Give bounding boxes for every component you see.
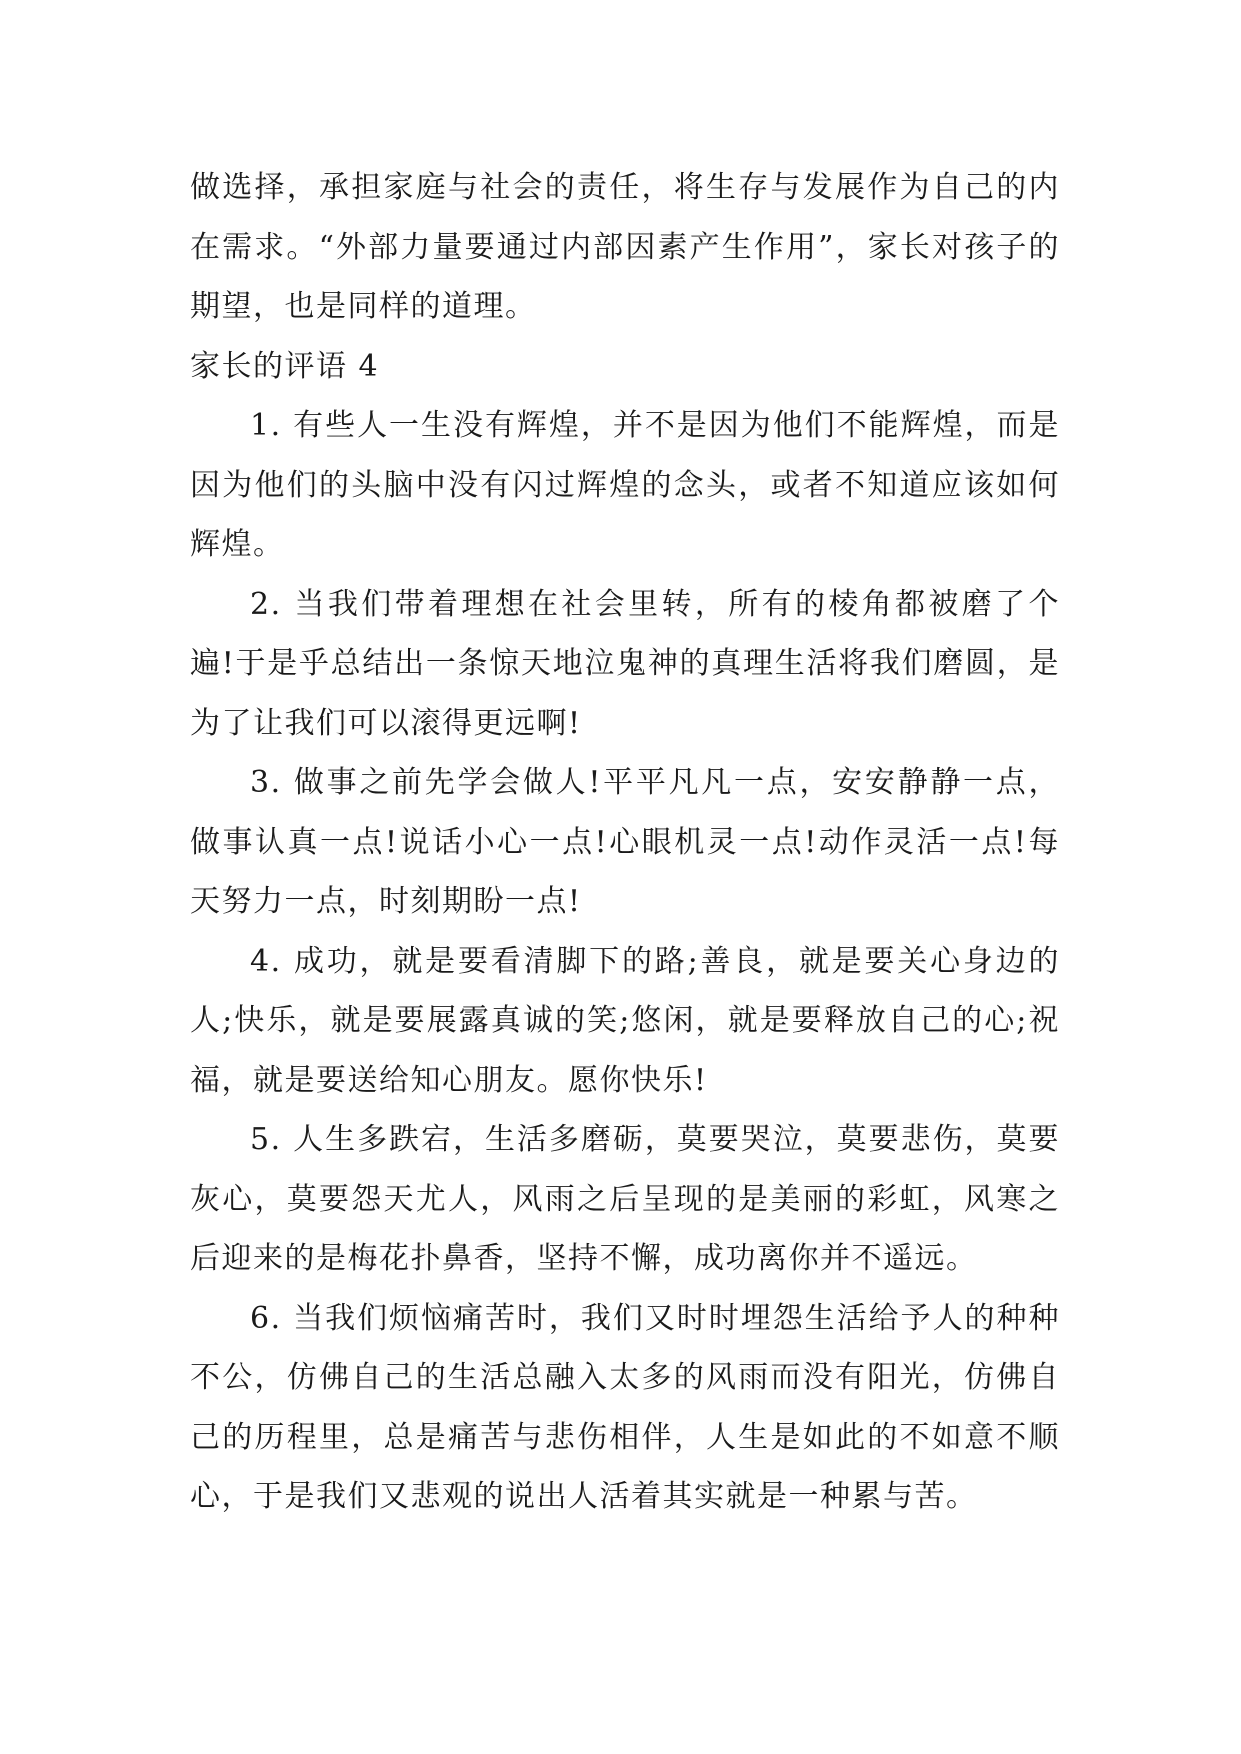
list-item: 4. 成功，就是要看清脚下的路;善良，就是要关心身边的人;快乐，就是要展露真诚的笑;悠闲，就是要释放自己的心;祝福，就是要送给知心朋友。愿你快乐! <box>190 943 1060 1098</box>
document-body <box>190 158 1060 1527</box>
section-title: 家长的评语 4 <box>190 348 380 384</box>
list-item: 6. 当我们烦恼痛苦时，我们又时时埋怨生活给予人的种种不公，仿佛自己的生活总融入太多的风雨而没有阳光，仿佛自己的历程里，总是痛苦与悲伤相伴，人生是如此的不如意不顺心，于是我们又悲观的说出人活着其实就是一种累与苦。 <box>190 1300 1060 1514</box>
intro-paragraph: 做选择，承担家庭与社会的责任，将生存与发展作为自己的内在需求。“外部力量要通过内部因素产生作用”，家长对孩子的期望，也是同样的道理。 <box>190 170 1060 324</box>
list-item: 5. 人生多跌宕，生活多磨砺，莫要哭泣，莫要悲伤，莫要灰心，莫要怨天尤人，风雨之后呈现的是美丽的彩虹，风寒之后迎来的是梅花扑鼻香，坚持不懈，成功离你并不遥远。 <box>190 1122 1060 1276</box>
list-item: 2. 当我们带着理想在社会里转，所有的棱角都被磨了个遍!于是乎总结出一条惊天地泣鬼神的真理生活将我们磨圆，是为了让我们可以滚得更远啊! <box>190 586 1060 741</box>
list-item: 1. 有些人一生没有辉煌，并不是因为他们不能辉煌，而是因为他们的头脑中没有闪过辉煌的念头，或者不知道应该如何辉煌。 <box>190 408 1060 562</box>
list-item: 3. 做事之前先学会做人!平平凡凡一点，安安静静一点，做事认真一点!说话小心一点!心眼机灵一点!动作灵活一点!每天努力一点，时刻期盼一点! <box>190 765 1060 919</box>
